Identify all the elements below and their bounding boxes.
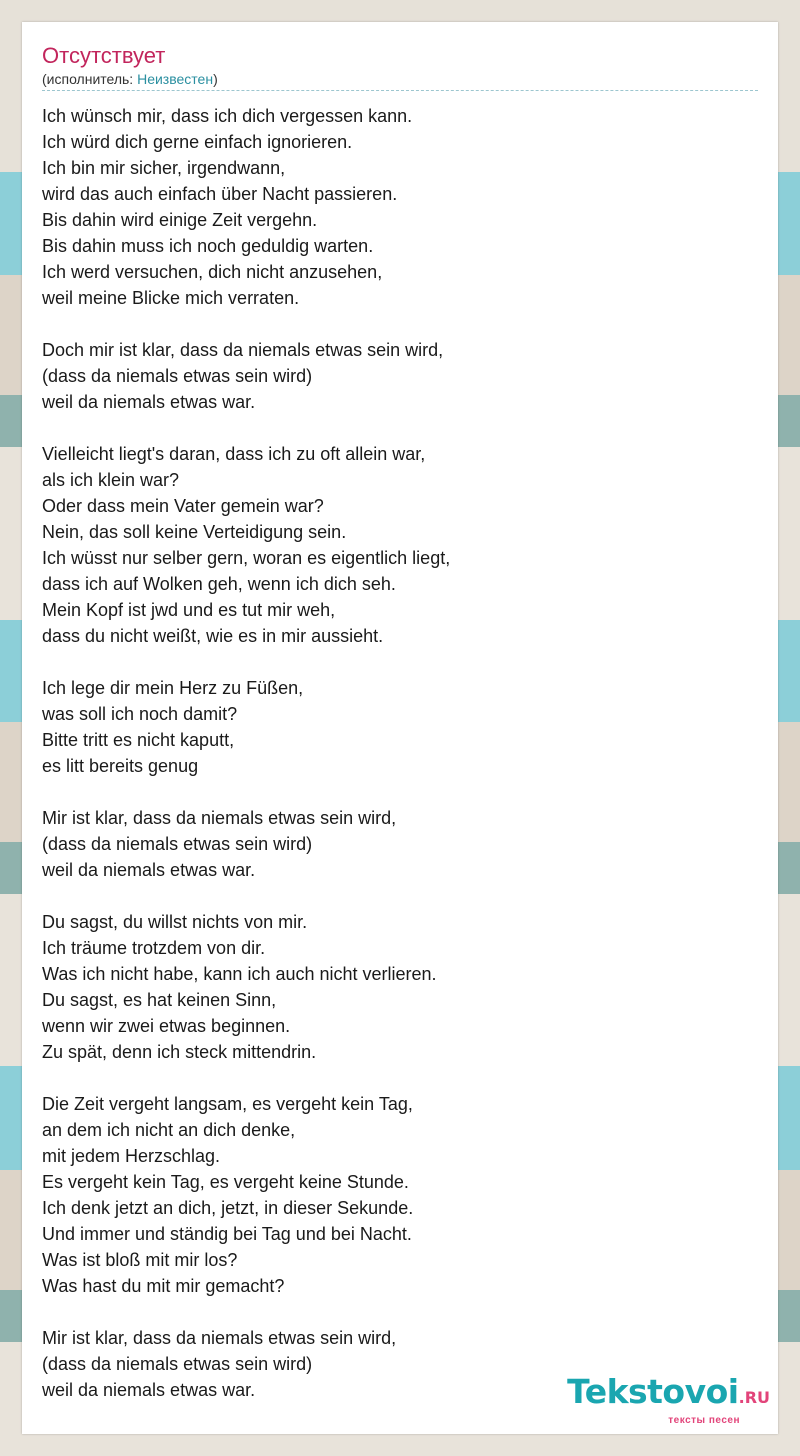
lyrics-line: weil da niemals etwas war.: [42, 392, 256, 412]
lyrics-stanza: [42, 909, 758, 1065]
lyrics-line: weil da niemals etwas war.: [42, 860, 256, 880]
lyrics-line: Ich bin mir sicher, irgendwann,: [42, 158, 286, 178]
lyrics-line: Was ich nicht habe, kann ich auch nicht verlieren.: [42, 964, 437, 984]
lyrics-stanza: [42, 675, 758, 779]
lyrics-line: es litt bereits genug: [42, 756, 199, 776]
lyrics-line: Bis dahin wird einige Zeit vergehn.: [42, 210, 318, 230]
logo-wordmark: [567, 1372, 770, 1415]
song-title: Отсутствует: [42, 43, 166, 68]
lyrics-stanza: [42, 337, 758, 415]
logo-tld: .RU: [738, 1388, 770, 1407]
lyrics-line: Ich lege dir mein Herz zu Füßen,: [42, 678, 304, 698]
lyrics-stanza: [42, 441, 758, 649]
lyrics-line: weil da niemals etwas war.: [42, 1380, 256, 1400]
lyrics-line: Doch mir ist klar, dass da niemals etwas sein wird,: [42, 340, 444, 360]
lyrics-text: [42, 103, 758, 1403]
lyrics-line: Du sagst, es hat keinen Sinn,: [42, 990, 277, 1010]
lyrics-line: an dem ich nicht an dich denke,: [42, 1120, 296, 1140]
lyrics-line: wird das auch einfach über Nacht passieren.: [42, 184, 398, 204]
lyrics-card: [22, 22, 778, 1434]
lyrics-line: Ich würd dich gerne einfach ignorieren.: [42, 132, 353, 152]
site-logo[interactable]: [567, 1372, 770, 1426]
lyrics-line: wenn wir zwei etwas beginnen.: [42, 1016, 291, 1036]
lyrics-line: (dass da niemals etwas sein wird): [42, 1354, 313, 1374]
lyrics-line: Bitte tritt es nicht kaputt,: [42, 730, 235, 750]
lyrics-line: Bis dahin muss ich noch geduldig warten.: [42, 236, 374, 256]
lyrics-line: Was hast du mit mir gemacht?: [42, 1276, 285, 1296]
lyrics-line: Nein, das soll keine Verteidigung sein.: [42, 522, 347, 542]
lyrics-line: Ich denk jetzt an dich, jetzt, in dieser Sekunde.: [42, 1198, 414, 1218]
lyrics-line: dass ich auf Wolken geh, wenn ich dich seh.: [42, 574, 396, 594]
lyrics-line: mit jedem Herzschlag.: [42, 1146, 221, 1166]
lyrics-stanza: [42, 1091, 758, 1299]
artist-link[interactable]: Неизвестен: [137, 71, 214, 87]
lyrics-line: Mir ist klar, dass da niemals etwas sein wird,: [42, 808, 397, 828]
lyrics-line: Ich träume trotzdem von dir.: [42, 938, 266, 958]
lyrics-line: was soll ich noch damit?: [42, 704, 238, 724]
lyrics-line: Und immer und ständig bei Tag und bei Nacht.: [42, 1224, 412, 1244]
lyrics-line: Ich wünsch mir, dass ich dich vergessen kann.: [42, 106, 413, 126]
lyrics-line: (dass da niemals etwas sein wird): [42, 834, 313, 854]
lyrics-line: dass du nicht weißt, wie es in mir aussieht.: [42, 626, 384, 646]
artist-line: [42, 70, 758, 91]
lyrics-line: Die Zeit vergeht langsam, es vergeht kein Tag,: [42, 1094, 413, 1114]
lyrics-line: Ich wüsst nur selber gern, woran es eigentlich liegt,: [42, 548, 451, 568]
lyrics-line: (dass da niemals etwas sein wird): [42, 366, 313, 386]
artist-suffix: ): [213, 71, 218, 87]
logo-tagline: тексты песен: [668, 1415, 740, 1426]
lyrics-line: als ich klein war?: [42, 470, 180, 490]
lyrics-stanza: [42, 103, 758, 311]
lyrics-line: Mir ist klar, dass da niemals etwas sein wird,: [42, 1328, 397, 1348]
lyrics-line: Was ist bloß mit mir los?: [42, 1250, 238, 1270]
artist-prefix: (исполнитель:: [42, 71, 138, 87]
lyrics-line: weil meine Blicke mich verraten.: [42, 288, 300, 308]
logo-name: Tekstovoi: [567, 1372, 739, 1411]
lyrics-line: Mein Kopf ist jwd und es tut mir weh,: [42, 600, 336, 620]
lyrics-line: Du sagst, du willst nichts von mir.: [42, 912, 308, 932]
lyrics-line: Ich werd versuchen, dich nicht anzusehen,: [42, 262, 383, 282]
lyrics-line: Vielleicht liegt's daran, dass ich zu oft allein war,: [42, 444, 426, 464]
lyrics-line: Oder dass mein Vater gemein war?: [42, 496, 324, 516]
lyrics-stanza: [42, 805, 758, 883]
lyrics-line: Es vergeht kein Tag, es vergeht keine Stunde.: [42, 1172, 409, 1192]
lyrics-line: Zu spät, denn ich steck mittendrin.: [42, 1042, 317, 1062]
